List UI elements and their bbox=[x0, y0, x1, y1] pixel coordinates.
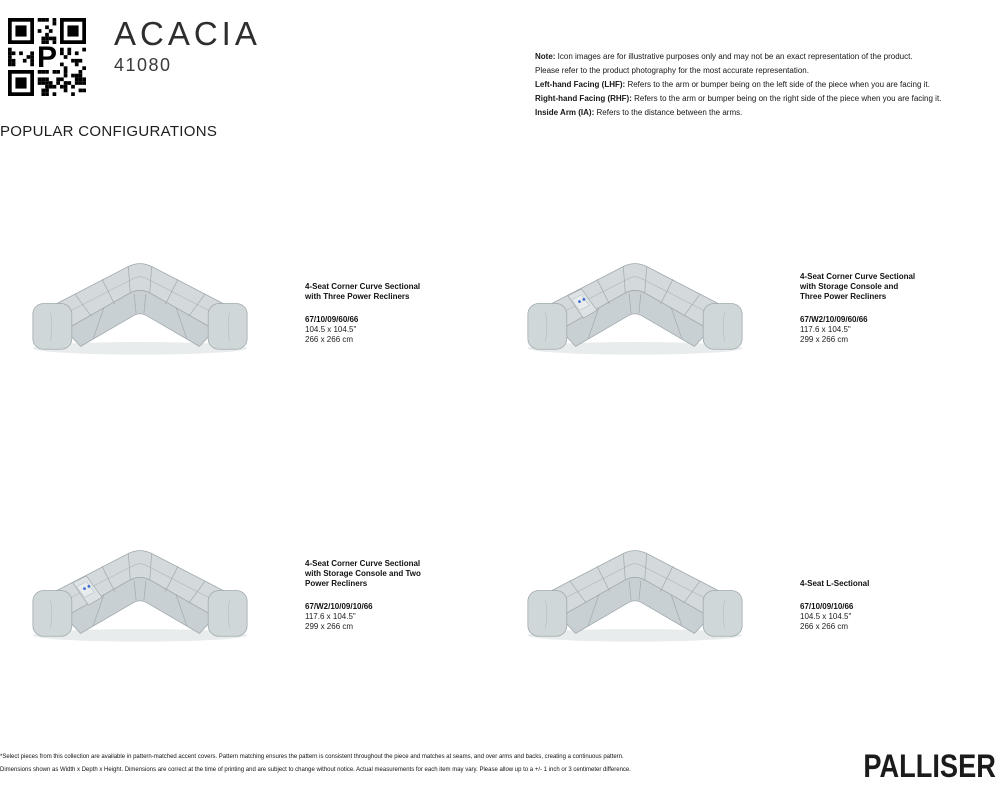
config-dimensions-inches: 104.5 x 104.5" bbox=[305, 325, 357, 334]
configuration-details bbox=[800, 532, 940, 632]
qr-code-icon bbox=[8, 18, 86, 96]
note-line: Please refer to the product photography for the most accurate representation. bbox=[535, 66, 809, 75]
sofa-corner-sectional-illustration bbox=[15, 248, 265, 360]
sofa-corner-sectional-console-illustration bbox=[15, 535, 265, 647]
configuration-details bbox=[305, 532, 445, 632]
note-line: Note: Icon images are for illustrative purposes only and may not be an exact representation of the product. bbox=[535, 52, 913, 61]
notes-block bbox=[535, 50, 1000, 120]
configuration-details bbox=[800, 245, 940, 345]
brand-block bbox=[114, 16, 261, 76]
note-line: Inside Arm (IA): Refers to the distance between the arms. bbox=[535, 108, 743, 117]
svg-text:P: P bbox=[36, 41, 58, 74]
config-dimensions-inches: 117.6 x 104.5" bbox=[305, 612, 356, 621]
config-name: 4-Seat Corner Curve Sectional with Three Power Recliners bbox=[305, 282, 421, 301]
sofa-corner-sectional-console-illustration bbox=[510, 248, 760, 360]
configuration-card bbox=[505, 245, 1000, 360]
config-name: 4-Seat Corner Curve Sectional with Storage Console and Two Power Recliners bbox=[305, 559, 421, 588]
config-dimensions-inches: 117.6 x 104.5" bbox=[800, 325, 851, 334]
config-dimensions-cm: 299 x 266 cm bbox=[305, 622, 354, 631]
config-sku: 67/W2/10/09/10/66 bbox=[305, 602, 373, 611]
config-dimensions-cm: 299 x 266 cm bbox=[800, 335, 849, 344]
configuration-details bbox=[305, 245, 445, 345]
configuration-card bbox=[10, 245, 505, 360]
config-dimensions-cm: 266 x 266 cm bbox=[800, 622, 849, 631]
note-line: Left-hand Facing (LHF): Refers to the arm or bumper being on the left side of the piece when you are facing it. bbox=[535, 80, 930, 89]
config-name: 4-Seat L-Sectional bbox=[800, 579, 870, 588]
sofa-l-sectional-illustration bbox=[510, 535, 760, 647]
palliser-logo: PALLISER bbox=[863, 748, 996, 784]
config-dimensions-cm: 266 x 266 cm bbox=[305, 335, 354, 344]
footnote-line-2: Dimensions shown as Width x Depth x Height. Dimensions are correct at the time of printing and are subject to change without notice. Actual measurements for each item may vary. Please allow up to a +/- 1 inch or 3 centimeter difference. bbox=[0, 767, 631, 773]
config-sku: 67/W2/10/09/60/66 bbox=[800, 315, 868, 324]
config-sku: 67/10/09/60/66 bbox=[305, 315, 359, 324]
product-model: 41080 bbox=[114, 55, 172, 76]
note-line: Right-hand Facing (RHF): Refers to the arm or bumper being on the right side of the piece when you are facing it. bbox=[535, 94, 942, 103]
section-title: POPULAR CONFIGURATIONS bbox=[0, 123, 218, 140]
configuration-card bbox=[505, 532, 1000, 647]
configuration-card bbox=[10, 532, 505, 647]
config-name: 4-Seat Corner Curve Sectional with Storage Console and Three Power Recliners bbox=[800, 272, 916, 301]
footnote-line-1: *Select pieces from this collection are available in pattern-matched accent covers. Pattern matching ensures the pattern is consistent throughout the piece and matches at seams, and over arms and backs, creating a continuous pattern. bbox=[0, 754, 624, 760]
config-dimensions-inches: 104.5 x 104.5" bbox=[800, 612, 852, 621]
product-name: ACACIA bbox=[114, 15, 261, 52]
config-sku: 67/10/09/10/66 bbox=[800, 602, 854, 611]
